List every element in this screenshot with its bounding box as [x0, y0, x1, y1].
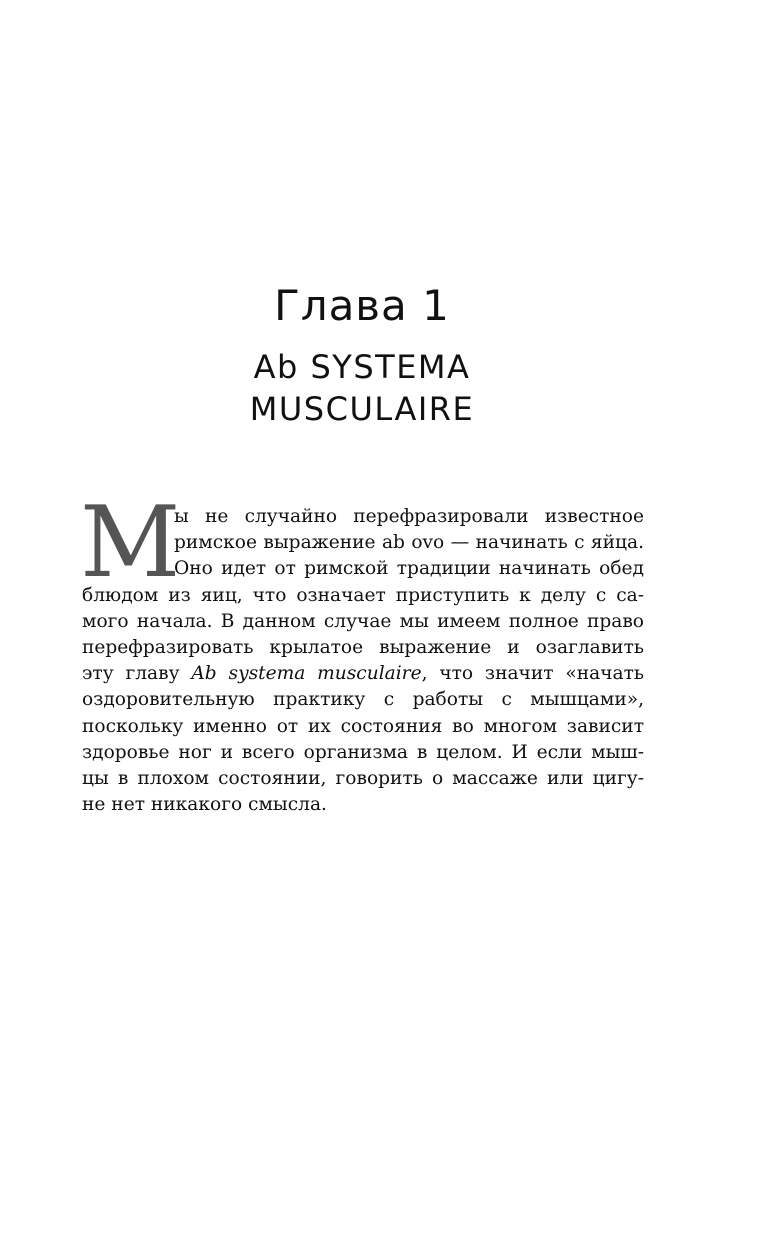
line-end-text: , что значит «начать	[421, 663, 645, 685]
drop-cap: М	[80, 486, 181, 600]
paragraph-line: оздоровительную практику с работы с мышцами»,	[82, 689, 644, 711]
paragraph-line: не нет никакого смысла.	[82, 794, 327, 816]
chapter-title	[0, 346, 724, 430]
paragraph-line: поскольку именно от их состояния во многом зависит	[82, 715, 644, 737]
chapter-title-line-1: Ab SYSTEMA	[253, 348, 471, 386]
paragraph-line: Оно идет от римской традиции начинать обед	[174, 558, 644, 580]
paragraph-line	[82, 661, 644, 687]
chapter-number: Глава 1	[274, 281, 450, 330]
chapter-title-line-2: MUSCULAIRE	[249, 390, 475, 428]
paragraph-line: римское выражение ab ovo — начинать с яйца.	[174, 532, 644, 554]
paragraph-line: ы не случайно перефразировали известное	[174, 506, 644, 527]
line-start-text: эту главу	[82, 663, 192, 685]
paragraph-line: перефразировать крылатое выражение и озаглавить	[82, 637, 644, 659]
paragraph-line: блюдом из яиц, что означает приступить к делу с са-	[82, 584, 644, 606]
paragraph-line: здоровье ног и всего организма в целом. И если мыш-	[82, 741, 644, 763]
paragraph-line: мого начала. В данном случае мы имеем полное право	[82, 610, 644, 632]
italic-phrase: Ab systema musculaire	[191, 663, 422, 685]
paragraph-line: цы в плохом состоянии, говорить о массаже или цигу-	[82, 768, 644, 790]
body-paragraph	[80, 486, 645, 818]
